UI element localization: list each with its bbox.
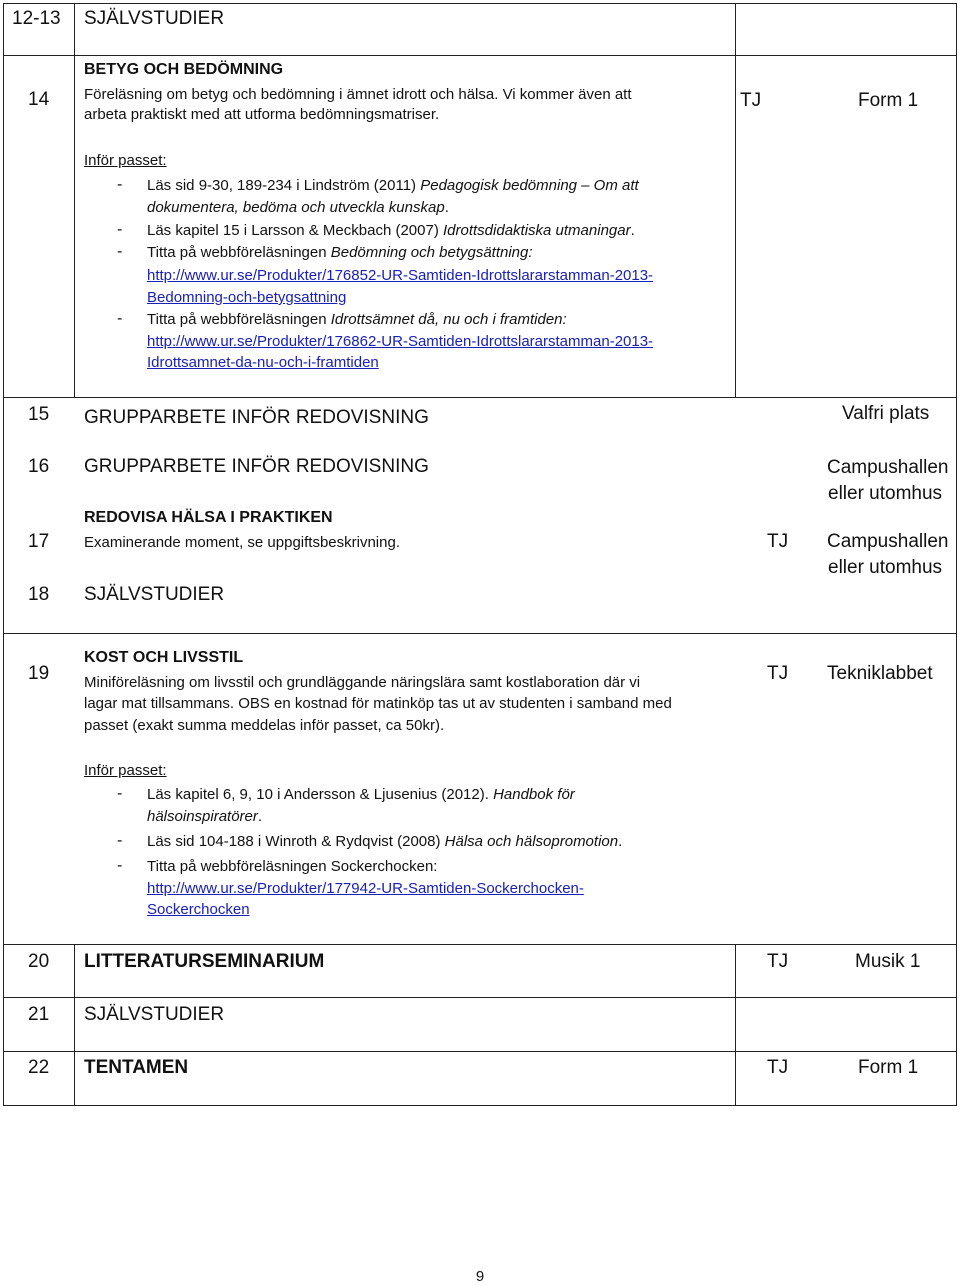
row-title: SJÄLVSTUDIER (84, 8, 225, 29)
col-divider (735, 944, 736, 1105)
row-number: 14 (28, 89, 50, 110)
webinar-link[interactable]: http://www.ur.se/Produkter/176852-UR-Samtiden-Idrottslararstamman-2013- (147, 267, 654, 284)
table-rule (3, 633, 957, 634)
bullet: - (117, 243, 123, 260)
table-rule (3, 1105, 957, 1106)
row-title: KOST OCH LIVSSTIL (84, 649, 244, 666)
location: Tekniklabbet (827, 663, 933, 684)
webinar-link[interactable]: http://www.ur.se/Produkter/177942-UR-Samtiden-Sockerchocken- (147, 880, 584, 897)
row-title: TENTAMEN (84, 1057, 189, 1078)
list-item: Läs sid 104-188 i Winroth & Rydqvist (2008) Hälsa och hälsopromotion. (147, 833, 623, 850)
col-divider (735, 3, 736, 397)
teacher-initials: TJ (767, 1057, 789, 1078)
row-number: 12-13 (12, 8, 61, 29)
bullet: - (117, 221, 123, 238)
row-number: 16 (28, 456, 50, 477)
row-description: Föreläsning om betyg och bedömning i ämnet idrott och hälsa. Vi kommer även att (84, 86, 632, 103)
bullet: - (117, 832, 123, 849)
table-rule (3, 997, 957, 998)
row-number: 17 (28, 531, 50, 552)
location: Form 1 (858, 90, 919, 111)
bullet: - (117, 176, 123, 193)
row-description: Miniföreläsning om livsstil och grundläggande näringslära samt kostlaboration där vi (84, 674, 641, 691)
row-description: lagar mat tillsammans. OBS en kostnad för matinköp tas ut av studenten i samband med (84, 695, 672, 712)
row-number: 18 (28, 584, 50, 605)
location: eller utomhus (828, 483, 943, 504)
row-number: 22 (28, 1057, 50, 1078)
list-item: Titta på webbföreläsningen Bedömning och betygsättning: (147, 244, 533, 261)
col-divider (74, 3, 75, 397)
table-border-left (3, 3, 4, 1106)
teacher-initials: TJ (767, 531, 789, 552)
page-number: 9 (475, 1268, 485, 1285)
list-item: Läs kapitel 15 i Larsson & Meckbach (2007) Idrottsdidaktiska utmaningar. (147, 222, 635, 239)
location: Campushallen (827, 531, 949, 552)
location: eller utomhus (828, 557, 943, 578)
prep-label: Inför passet: (84, 762, 167, 779)
list-item: Titta på webbföreläsningen Sockerchocken: (147, 858, 438, 875)
list-item-cont: dokumentera, bedöma och utveckla kunskap. (147, 199, 449, 216)
table-rule (3, 397, 957, 398)
prep-label: Inför passet: (84, 152, 167, 169)
row-title: SJÄLVSTUDIER (84, 1004, 225, 1025)
list-item: Läs kapitel 6, 9, 10 i Andersson & Ljusenius (2012). Handbok för (147, 786, 575, 803)
table-rule (3, 944, 957, 945)
list-item: Läs sid 9-30, 189-234 i Lindström (2011) Pedagogisk bedömning – Om att (147, 177, 639, 194)
row-title: GRUPPARBETE INFÖR REDOVISNING (84, 407, 429, 428)
row-title: GRUPPARBETE INFÖR REDOVISNING (84, 456, 429, 477)
table-border-right (956, 3, 957, 1106)
bullet: - (117, 310, 123, 327)
webinar-link-cont[interactable]: Bedomning-och-betygsattning (147, 289, 347, 306)
row-title: SJÄLVSTUDIER (84, 584, 225, 605)
col-divider (74, 944, 75, 1105)
table-rule (3, 1051, 957, 1052)
teacher-initials: TJ (767, 951, 789, 972)
webinar-link-cont[interactable]: Sockerchocken (147, 901, 250, 918)
bullet: - (117, 785, 123, 802)
row-title: REDOVISA HÄLSA I PRAKTIKEN (84, 509, 333, 526)
table-rule (3, 55, 957, 56)
list-item-cont: hälsoinspiratörer. (147, 808, 263, 825)
row-description: Examinerande moment, se uppgiftsbeskrivning. (84, 534, 400, 551)
list-item: Titta på webbföreläsningen Idrottsämnet då, nu och i framtiden: (147, 311, 567, 328)
row-title: BETYG OCH BEDÖMNING (84, 61, 284, 78)
row-description: arbeta praktiskt med att utforma bedömningsmatriser. (84, 106, 440, 123)
row-number: 21 (28, 1004, 50, 1025)
location: Form 1 (858, 1057, 919, 1078)
location: Valfri plats (842, 403, 930, 424)
bullet: - (117, 857, 123, 874)
row-title: LITTERATURSEMINARIUM (84, 951, 325, 972)
row-number: 15 (28, 404, 50, 425)
row-number: 20 (28, 951, 50, 972)
row-number: 19 (28, 663, 50, 684)
webinar-link-cont[interactable]: Idrottsamnet-da-nu-och-i-framtiden (147, 354, 379, 371)
teacher-initials: TJ (740, 90, 762, 111)
teacher-initials: TJ (767, 663, 789, 684)
webinar-link[interactable]: http://www.ur.se/Produkter/176862-UR-Samtiden-Idrottslararstamman-2013- (147, 333, 654, 350)
location: Musik 1 (855, 951, 921, 972)
table-rule (3, 3, 957, 4)
location: Campushallen (827, 457, 949, 478)
row-description: passet (exakt summa meddelas inför passet, ca 50kr). (84, 717, 445, 734)
